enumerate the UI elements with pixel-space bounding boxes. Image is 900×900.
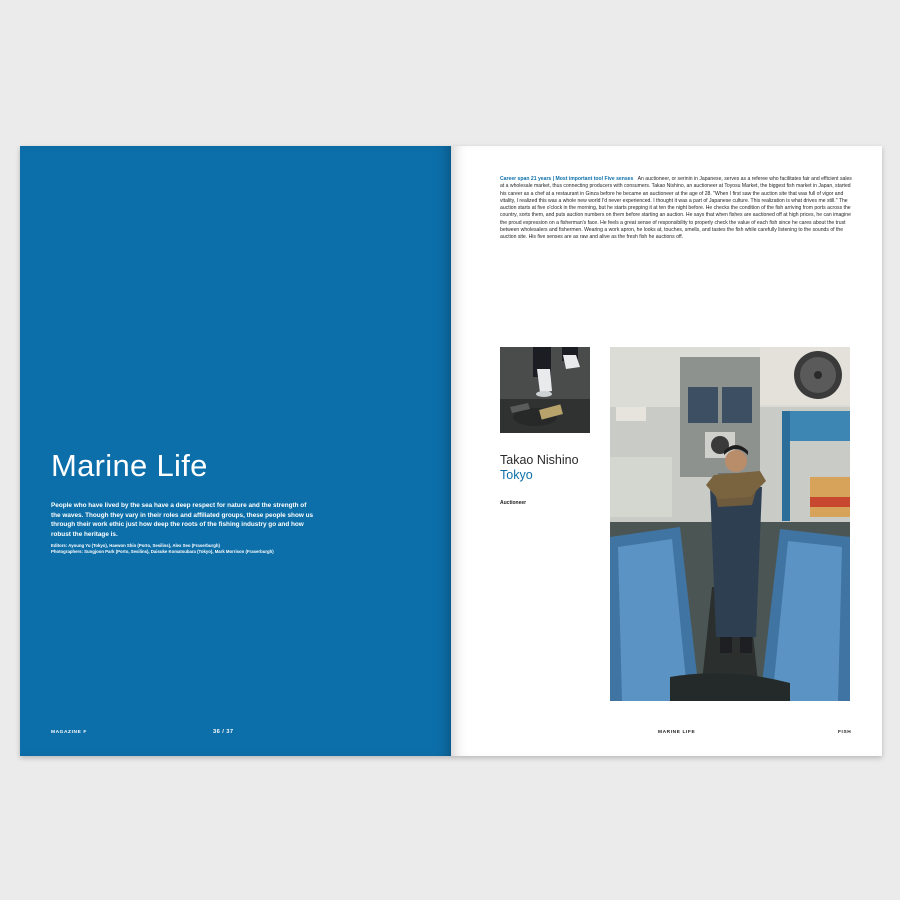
footer-magazine-name: MAGAZINE F <box>51 730 87 735</box>
credits-editors: Editors: Ayoung Yu (Tokyo), Haewon Shin (Porto, Sesilins), Alex Seo (Fraserburgh) <box>51 543 220 548</box>
person-role: Auctioneer <box>500 500 527 506</box>
photo-boots <box>500 347 590 433</box>
feature-credits <box>51 543 371 555</box>
credits-photographers: Photographers: Sungjoon Park (Porto, Sesilins), Daisuke Komatsubara (Tokyo), Mark Morrison (Fraserburgh) <box>51 549 274 555</box>
auctioneer-illustration <box>610 347 850 701</box>
footer-category: FISH <box>838 730 852 735</box>
page-numbers: 36 / 37 <box>213 729 234 735</box>
article-text: An auctioneer, or serinin in Japanese, serves as a referee who facilitates fair and efficient sales at a wholesale market, thus connecting producers with consumers. Takao Nishino, an auctioneer at Toyosu Market, the biggest fish market in Japan, started his career as a chef at a restaurant in Ginza before he became an auctioneer at the age of 28. "When I first saw the auction site that was full of vigor and vitality, I realized this was a whole new world I'd never experienced. I thought it was a part of Japanese culture. This realization is what drives me still." The auction starts at five o'clock in the morning, but he starts prepping it at ten the night before. He checks the condition of the fish arriving from ports across the country, sorts them, and puts auction numbers on them before starting an auction. He says that when fishes are auctioned off at high prices, he can imagine the proud expression on a fisherman's face. He feels a great sense of responsibility to properly check the value of each fish since he cares about the trust between wholesalers and fishermen. Wearing a work apron, he looks at, touches, smells, and tastes the fish while carefully listening to the sounds of the auction site. His five senses are as raw and alive as the fresh fish he auctions off. <box>500 176 852 240</box>
left-page <box>20 146 451 756</box>
feature-intro: People who have lived by the sea have a deep respect for nature and the strength of the waves. Though they vary in their roles and affiliated groups, these people show us through their work ethic just how deep the roots of the fishing industry go and how robust the heritage is. <box>51 502 314 538</box>
feature-title: Marine Life <box>51 448 208 483</box>
person-city: Tokyo <box>500 468 533 482</box>
article-lead-in: Career span 21 years | Most important tool Five senses <box>500 176 634 182</box>
footer-section-title: MARINE LIFE <box>658 730 696 735</box>
magazine-spread <box>20 146 882 756</box>
right-page <box>451 146 882 756</box>
photo-auctioneer <box>610 347 850 701</box>
article-body <box>500 176 852 241</box>
person-name: Takao Nishino <box>500 453 579 467</box>
boots-illustration <box>500 347 590 433</box>
